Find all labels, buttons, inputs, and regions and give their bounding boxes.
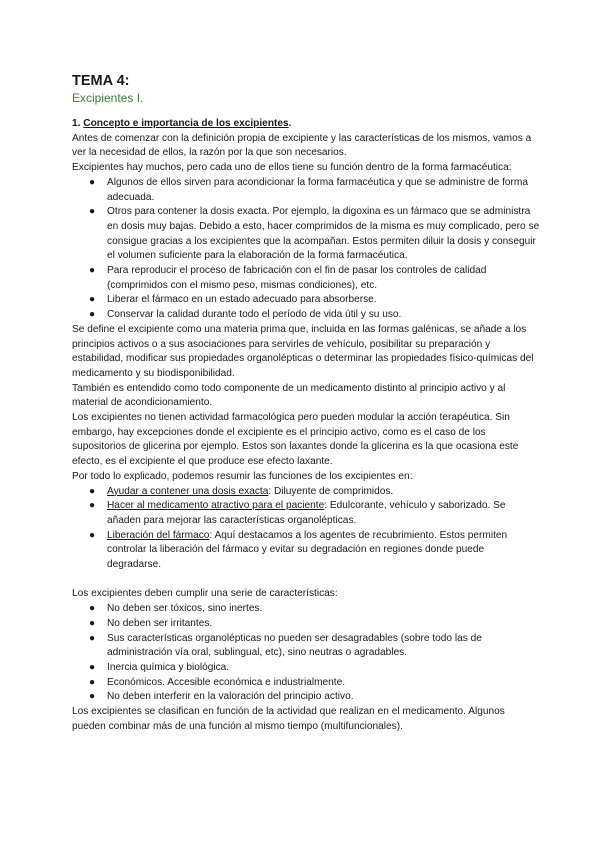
- list-item: [89, 499, 540, 528]
- list-item-text: No deben ser tóxicos, sino inertes.: [107, 603, 263, 615]
- intro-paragraph: Excipientes hay muchos, pero cada uno de ellos tiene su función dentro de la forma farmacéutica:: [72, 162, 512, 174]
- list-item-text: No deben ser irritantes.: [107, 617, 213, 629]
- characteristics-list: [72, 602, 540, 705]
- list-item-text: : Aquí destacamos a los agentes de recubrimiento. Estos permiten controlar la liberación del fármaco y evitar su degradación en regiones donde puede degradarse.: [107, 529, 508, 571]
- list-item-text: Sus características organolépticas no pueden ser desagradables (sobre todo las de administración vía oral, sublingual, etc), sino neutras o agradables.: [107, 632, 482, 659]
- list-item-text: Económicos. Accesible económica e industrialmente.: [107, 676, 346, 688]
- bullet-icon: ●: [89, 485, 96, 497]
- bullet-icon: ●: [89, 603, 96, 615]
- bullet-icon: ●: [89, 294, 96, 306]
- characteristics-intro: Los excipientes deben cumplir una serie de características:: [72, 588, 338, 600]
- bullet-icon: ●: [89, 529, 96, 541]
- list-item-text: Inercia química y biológica.: [107, 662, 230, 673]
- summary-intro: Por todo lo explicado, podemos resumir las funciones de los excipientes en:: [72, 470, 413, 482]
- list-item: [89, 293, 540, 308]
- bullet-icon: ●: [89, 176, 96, 188]
- list-item: [89, 485, 540, 500]
- list-item: [89, 308, 540, 323]
- list-item-text: : Edulcorante, vehículo y saborizado. Se añaden para mejorar las características organolépticas.: [107, 500, 506, 526]
- intro-paragraph: Antes de comenzar con la definición propia de excipiente y las características de los mismos, vamos a ver la necesidad de ellos, la razón por la que son necesarios.: [72, 132, 532, 159]
- topic-subtitle: Excipientes I.: [72, 91, 144, 105]
- bullet-icon: ●: [89, 500, 96, 512]
- list-item: [89, 602, 540, 617]
- list-item: [89, 676, 540, 691]
- bullet-icon: ●: [89, 662, 96, 673]
- list-item: [89, 264, 540, 293]
- bullet-icon: ●: [89, 309, 96, 321]
- list-item-term: Hacer al medicamento atractivo para el paciente: [107, 500, 325, 512]
- list-item-text: Para reproducir el proceso de fabricación con el fin de pasar los controles de calidad (comprimidos con el mismo peso, mismas condiciones), etc.: [107, 265, 487, 291]
- topic-title: TEMA 4:: [72, 73, 130, 89]
- list-item-text: : Diluyente de comprimidos.: [268, 485, 394, 497]
- list-item: [89, 529, 540, 573]
- activity-paragraph: Los excipientes no tienen actividad farmacológica pero pueden modular la acción terapéutica. Sin embargo, hay excepciones donde el excipiente es el principio activo, como es el caso de los supositorios de glicerina por ejemplo. Estos son laxantes donde la glicerina es la que ocasiona este efecto, es el excipiente el que produce ese efecto laxante.: [72, 412, 519, 468]
- list-item-text: Conservar la calidad durante todo el período de vida útil y su uso.: [107, 309, 402, 321]
- list-item: [89, 690, 540, 705]
- functions-list: [72, 176, 540, 323]
- bullet-icon: ●: [89, 632, 96, 644]
- bullet-icon: ●: [89, 265, 96, 277]
- section-heading: [72, 117, 540, 132]
- list-item: [89, 632, 540, 661]
- bullet-icon: ●: [89, 206, 96, 218]
- section-title: Concepto e importancia de los excipientes: [83, 118, 289, 129]
- list-item-text: Algunos de ellos sirven para acondicionar la forma farmacéutica y que se administre de forma adecuada.: [107, 176, 528, 203]
- definition-paragraph: También es entendido como todo componente de un medicamento distinto al principio activo y al material de acondicionamiento.: [72, 382, 506, 409]
- list-item: [89, 661, 540, 676]
- section-title-period: .: [288, 118, 292, 129]
- list-item-text: Liberar el fármaco en un estado adecuado para absorberse.: [107, 294, 377, 306]
- document-body: [72, 117, 540, 735]
- list-item-term: Ayudar a contener una dosis exacta: [107, 485, 269, 497]
- bullet-icon: ●: [89, 676, 96, 688]
- list-item-text: No deben interferir en la valoración del principio activo.: [107, 691, 354, 703]
- definition-paragraph: Se define el excipiente como una materia prima que, incluida en las formas galénicas, se añade a los principios activos o a sus asociaciones para servirles de vehículo, posibilitar su preparación y estabilidad, modificar sus propiedades organolépticas o determinar las propiedades físico-químicas del medicamento y su biodisponibilidad.: [72, 323, 534, 379]
- list-item: [89, 205, 540, 264]
- summary-list: [72, 485, 540, 573]
- bullet-icon: ●: [89, 617, 96, 629]
- bullet-icon: ●: [89, 691, 96, 703]
- list-item: [89, 617, 540, 632]
- classification-paragraph: Los excipientes se clasifican en función de la actividad que realizan en el medicamento. Algunos pueden combinar más de una función al mismo tiempo (multifuncionales).: [72, 706, 505, 732]
- section-number: 1.: [72, 118, 84, 129]
- list-item-text: Otros para contener la dosis exacta. Por ejemplo, la digoxina es un fármaco que se administra en dosis muy bajas. Debido a esto, hacer comprimidos de la misma es muy complicado, pero se consigue gracias a los excipientes que la acompañan. Estos permiten diluir la dosis y conseguir el volumen suficiente para la elaboración de la forma farmacéutica.: [107, 206, 540, 262]
- list-item-term: Liberación del fármaco: [107, 529, 210, 541]
- paragraph-spacer: [72, 573, 540, 588]
- list-item: [89, 176, 540, 205]
